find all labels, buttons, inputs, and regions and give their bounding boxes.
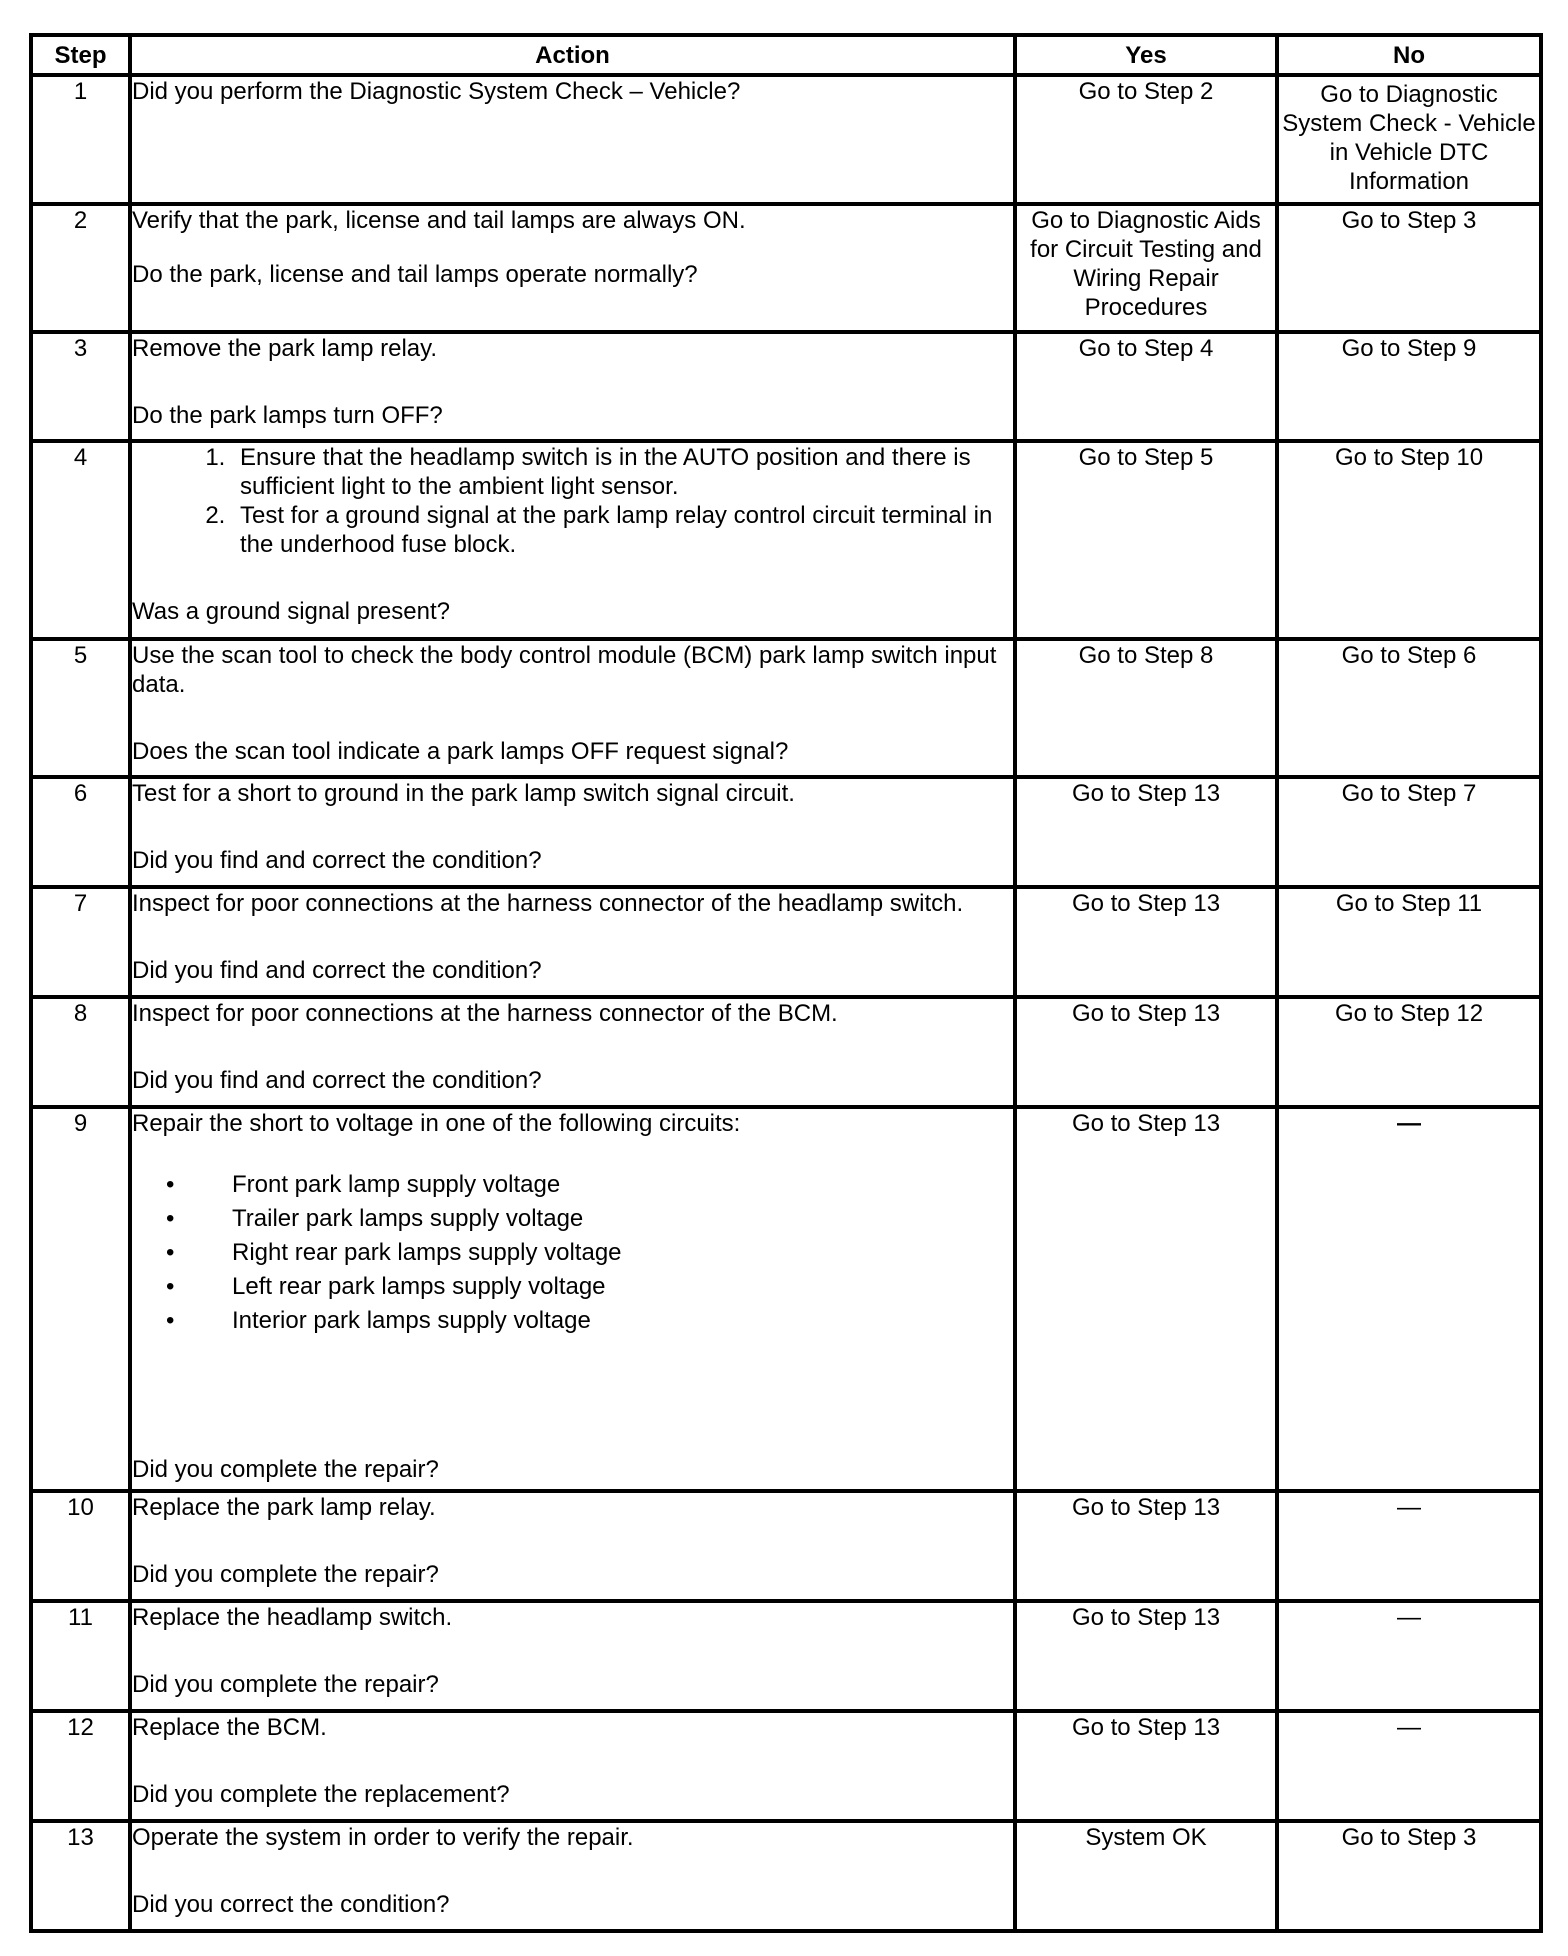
table-row [31, 75, 1541, 204]
no-cell: Go to Step 3 [1277, 1821, 1541, 1931]
table-row [31, 1491, 1541, 1601]
no-cell: — [1277, 1491, 1541, 1601]
circuit-item: • Front park lamp supply voltage [232, 1168, 1013, 1202]
no-cell: Go to Step 12 [1277, 997, 1541, 1107]
bullet-icon: • [166, 1171, 175, 1198]
step-number: 5 [31, 639, 130, 777]
action-text: Replace the headlamp switch. [132, 1604, 453, 1631]
table-row [31, 1601, 1541, 1711]
step-number: 9 [31, 1107, 130, 1491]
header-step: Step [31, 35, 130, 75]
action-cell [130, 1107, 1015, 1491]
step-number: 4 [31, 441, 130, 639]
substep-list [132, 443, 1013, 559]
action-text: Operate the system in order to verify the repair. [132, 1824, 634, 1851]
question-text: Was a ground signal present? [132, 598, 450, 625]
circuit-item: • Interior park lamps supply voltage [232, 1304, 1013, 1338]
action-text: Remove the park lamp relay. [132, 335, 438, 362]
action-cell [130, 1601, 1015, 1711]
action-cell [130, 639, 1015, 777]
yes-cell: Go to Step 13 [1015, 777, 1277, 887]
step-number: 11 [31, 1601, 130, 1711]
yes-cell: Go to Step 13 [1015, 1107, 1277, 1491]
yes-cell: Go to Step 13 [1015, 997, 1277, 1107]
yes-cell: Go to Diagnostic Aids for Circuit Testing and Wiring Repair Procedures [1015, 204, 1277, 332]
table-row [31, 204, 1541, 332]
table-row [31, 1711, 1541, 1821]
no-cell: Go to Step 7 [1277, 777, 1541, 887]
bullet-icon: • [166, 1205, 175, 1232]
table-row [31, 777, 1541, 887]
header-no: No [1277, 35, 1541, 75]
action-cell [130, 204, 1015, 332]
action-text: Repair the short to voltage in one of the following circuits: [132, 1110, 741, 1137]
yes-cell: Go to Step 8 [1015, 639, 1277, 777]
table-row [31, 441, 1541, 639]
step-number: 8 [31, 997, 130, 1107]
yes-cell: Go to Step 4 [1015, 332, 1277, 441]
action-cell [130, 1711, 1015, 1821]
question-text: Does the scan tool indicate a park lamps OFF request signal? [132, 738, 789, 765]
action-cell [130, 1821, 1015, 1931]
bullet-icon: • [166, 1273, 175, 1300]
no-cell: Go to Step 11 [1277, 887, 1541, 997]
table-row [31, 1107, 1541, 1491]
action-text: Use the scan tool to check the body control module (BCM) park lamp switch input data. [132, 642, 997, 698]
question-text: Did you correct the condition? [132, 1891, 450, 1918]
yes-cell: Go to Step 2 [1015, 75, 1277, 204]
question-text: Did you find and correct the condition? [132, 957, 542, 984]
action-text: Replace the park lamp relay. [132, 1494, 436, 1521]
action-cell [130, 887, 1015, 997]
action-cell [130, 332, 1015, 441]
action-cell [130, 777, 1015, 887]
table-row [31, 997, 1541, 1107]
no-cell: Go to Step 10 [1277, 441, 1541, 639]
question-text: Did you find and correct the condition? [132, 847, 542, 874]
action-text: Inspect for poor connections at the harness connector of the headlamp switch. [132, 890, 964, 917]
no-cell: — [1277, 1711, 1541, 1821]
step-number: 12 [31, 1711, 130, 1821]
action-text: Did you perform the Diagnostic System Check – Vehicle? [132, 78, 741, 105]
table-row [31, 887, 1541, 997]
question-text: Did you complete the repair? [132, 1561, 439, 1588]
action-text: Test for a short to ground in the park lamp switch signal circuit. [132, 780, 795, 807]
no-cell: — [1277, 1107, 1541, 1491]
no-cell: Go to Step 6 [1277, 639, 1541, 777]
no-cell: — [1277, 1601, 1541, 1711]
circuit-item: • Right rear park lamps supply voltage [232, 1236, 1013, 1270]
action-cell [130, 441, 1015, 639]
action-text: Replace the BCM. [132, 1714, 327, 1741]
step-number: 1 [31, 75, 130, 204]
table-row [31, 1821, 1541, 1931]
step-number: 13 [31, 1821, 130, 1931]
header-action: Action [130, 35, 1015, 75]
question-text: Do the park lamps turn OFF? [132, 402, 443, 429]
action-cell [130, 1491, 1015, 1601]
table-row [31, 639, 1541, 777]
question-text: Did you complete the replacement? [132, 1781, 510, 1808]
action-cell [130, 75, 1015, 204]
yes-cell: Go to Step 13 [1015, 1601, 1277, 1711]
yes-cell: Go to Step 13 [1015, 1491, 1277, 1601]
question-text: Did you complete the repair? [132, 1671, 439, 1698]
question-text: Do the park, license and tail lamps operate normally? [132, 261, 698, 288]
circuit-list [132, 1168, 1013, 1338]
no-cell: Go to Step 9 [1277, 332, 1541, 441]
no-cell: Go to Diagnostic System Check - Vehicle in Vehicle DTC Information [1277, 75, 1541, 204]
question-text: Did you find and correct the condition? [132, 1067, 542, 1094]
action-text: Verify that the park, license and tail lamps are always ON. [132, 207, 746, 234]
step-number: 6 [31, 777, 130, 887]
substep-item: 1. Ensure that the headlamp switch is in the AUTO position and there is sufficient light to the ambient light sensor. [232, 443, 1013, 501]
circuit-item: • Left rear park lamps supply voltage [232, 1270, 1013, 1304]
action-cell [130, 997, 1015, 1107]
step-number: 7 [31, 887, 130, 997]
no-cell: Go to Step 3 [1277, 204, 1541, 332]
header-row [31, 35, 1541, 75]
yes-cell: Go to Step 13 [1015, 1711, 1277, 1821]
step-number: 3 [31, 332, 130, 441]
step-number: 2 [31, 204, 130, 332]
action-text: Inspect for poor connections at the harness connector of the BCM. [132, 1000, 838, 1027]
bullet-icon: • [166, 1239, 175, 1266]
circuit-item: • Trailer park lamps supply voltage [232, 1202, 1013, 1236]
yes-cell: Go to Step 5 [1015, 441, 1277, 639]
bullet-icon: • [166, 1307, 175, 1334]
diagnostic-table [29, 33, 1543, 1933]
yes-cell: System OK [1015, 1821, 1277, 1931]
header-yes: Yes [1015, 35, 1277, 75]
substep-item: 2. Test for a ground signal at the park lamp relay control circuit terminal in the underhood fuse block. [232, 501, 1013, 559]
question-text: Did you complete the repair? [132, 1456, 439, 1483]
yes-cell: Go to Step 13 [1015, 887, 1277, 997]
table-row [31, 332, 1541, 441]
step-number: 10 [31, 1491, 130, 1601]
